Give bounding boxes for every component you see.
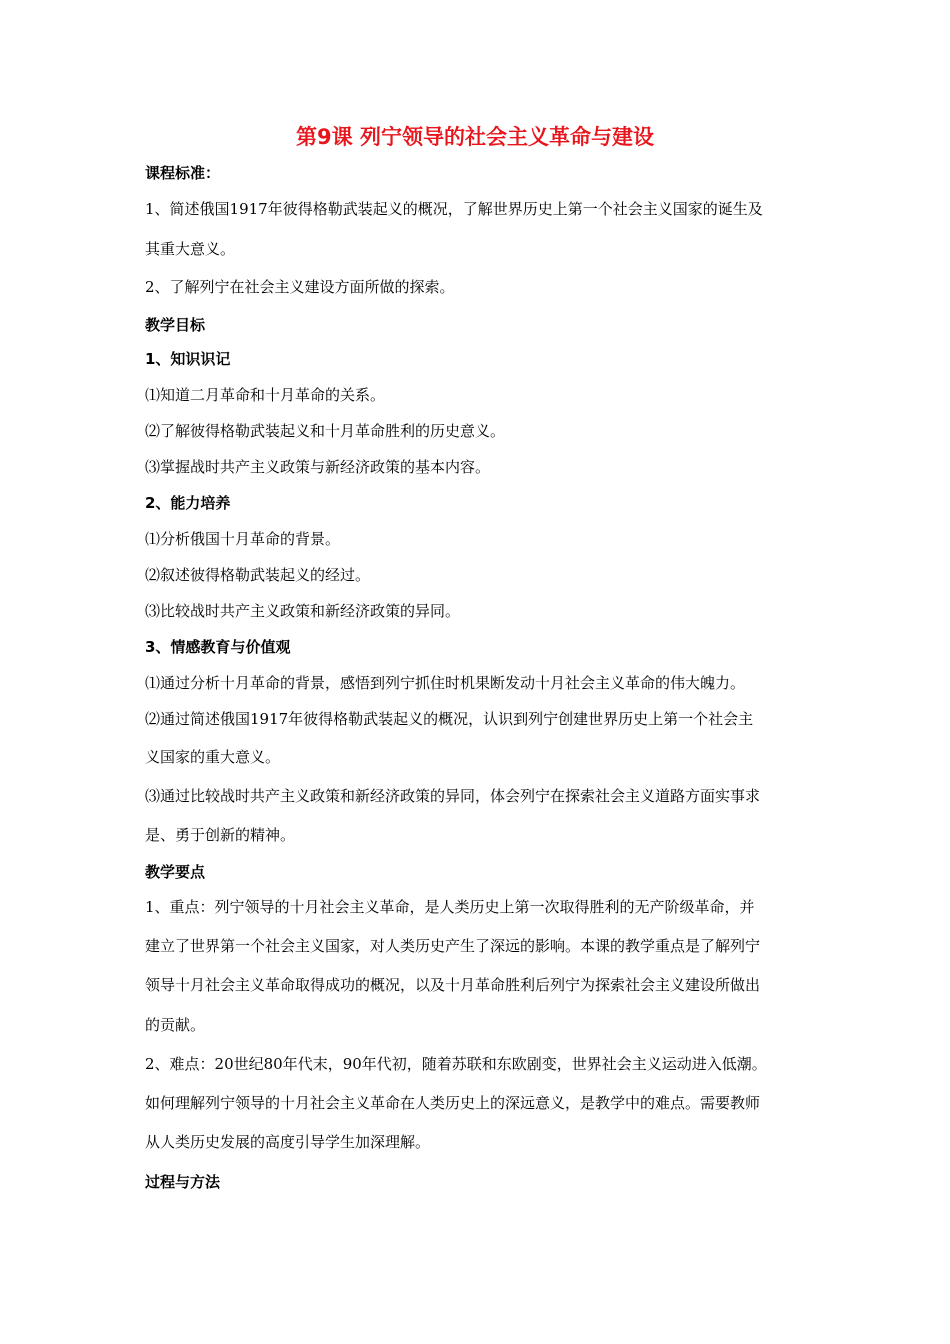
paragraph-line: 领导十月社会主义革命取得成功的概况，以及十月革命胜利后列宁为探索社会主义建设所做出: [145, 976, 761, 994]
list-item: ⑴通过分析十月革命的背景，感悟到列宁抓住时机果断发动十月社会主义革命的伟大魄力。: [145, 674, 746, 692]
section-heading-key-points: 教学要点: [145, 863, 206, 881]
list-item: ⑵通过简述俄国1917年彼得格勒武装起义的概况，认识到列宁创建世界历史上第一个社会主: [145, 710, 754, 728]
section-heading-process-methods: 过程与方法: [145, 1173, 221, 1191]
lesson-title: 第9课 列宁领导的社会主义革命与建设: [296, 125, 654, 149]
section-heading-curriculum-standards: 课程标准：: [145, 164, 221, 182]
paragraph-line: 建立了世界第一个社会主义国家，对人类历史产生了深远的影响。本课的教学重点是了解列宁: [145, 937, 761, 955]
paragraph-line: 的贡献。: [145, 1016, 206, 1034]
paragraph-line: 1、简述俄国1917年彼得格勒武装起义的概况，了解世界历史上第一个社会主义国家的诞生及: [145, 200, 763, 218]
paragraph-line: 从人类历史发展的高度引导学生加深理解。: [145, 1133, 431, 1151]
paragraph-line: 2、了解列宁在社会主义建设方面所做的探索。: [145, 278, 455, 296]
list-item: ⑶掌握战时共产主义政策与新经济政策的基本内容。: [145, 458, 491, 476]
paragraph-line: 2、难点：20世纪80年代末，90年代初，随着苏联和东欧剧变，世界社会主义运动进入低潮。: [145, 1055, 767, 1073]
paragraph-line: 其重大意义。: [145, 240, 236, 258]
subheading-values: 3、情感教育与价值观: [145, 638, 291, 656]
list-item: ⑶通过比较战时共产主义政策和新经济政策的异同，体会列宁在探索社会主义道路方面实事求: [145, 787, 761, 805]
paragraph-line: 是、勇于创新的精神。: [145, 826, 296, 844]
list-item: ⑴分析俄国十月革命的背景。: [145, 530, 341, 548]
section-heading-teaching-goals: 教学目标: [145, 316, 206, 334]
subheading-ability: 2、能力培养: [145, 494, 231, 512]
paragraph-line: 如何理解列宁领导的十月社会主义革命在人类历史上的深远意义，是教学中的难点。需要教师: [145, 1094, 761, 1112]
subheading-knowledge: 1、知识识记: [145, 350, 231, 368]
list-item: ⑶比较战时共产主义政策和新经济政策的异同。: [145, 602, 461, 620]
list-item: ⑵了解彼得格勒武装起义和十月革命胜利的历史意义。: [145, 422, 506, 440]
list-item: ⑴知道二月革命和十月革命的关系。: [145, 386, 386, 404]
paragraph-line: 义国家的重大意义。: [145, 748, 281, 766]
paragraph-line: 1、重点：列宁领导的十月社会主义革命，是人类历史上第一次取得胜利的无产阶级革命，并: [145, 898, 755, 916]
list-item: ⑵叙述彼得格勒武装起义的经过。: [145, 566, 371, 584]
